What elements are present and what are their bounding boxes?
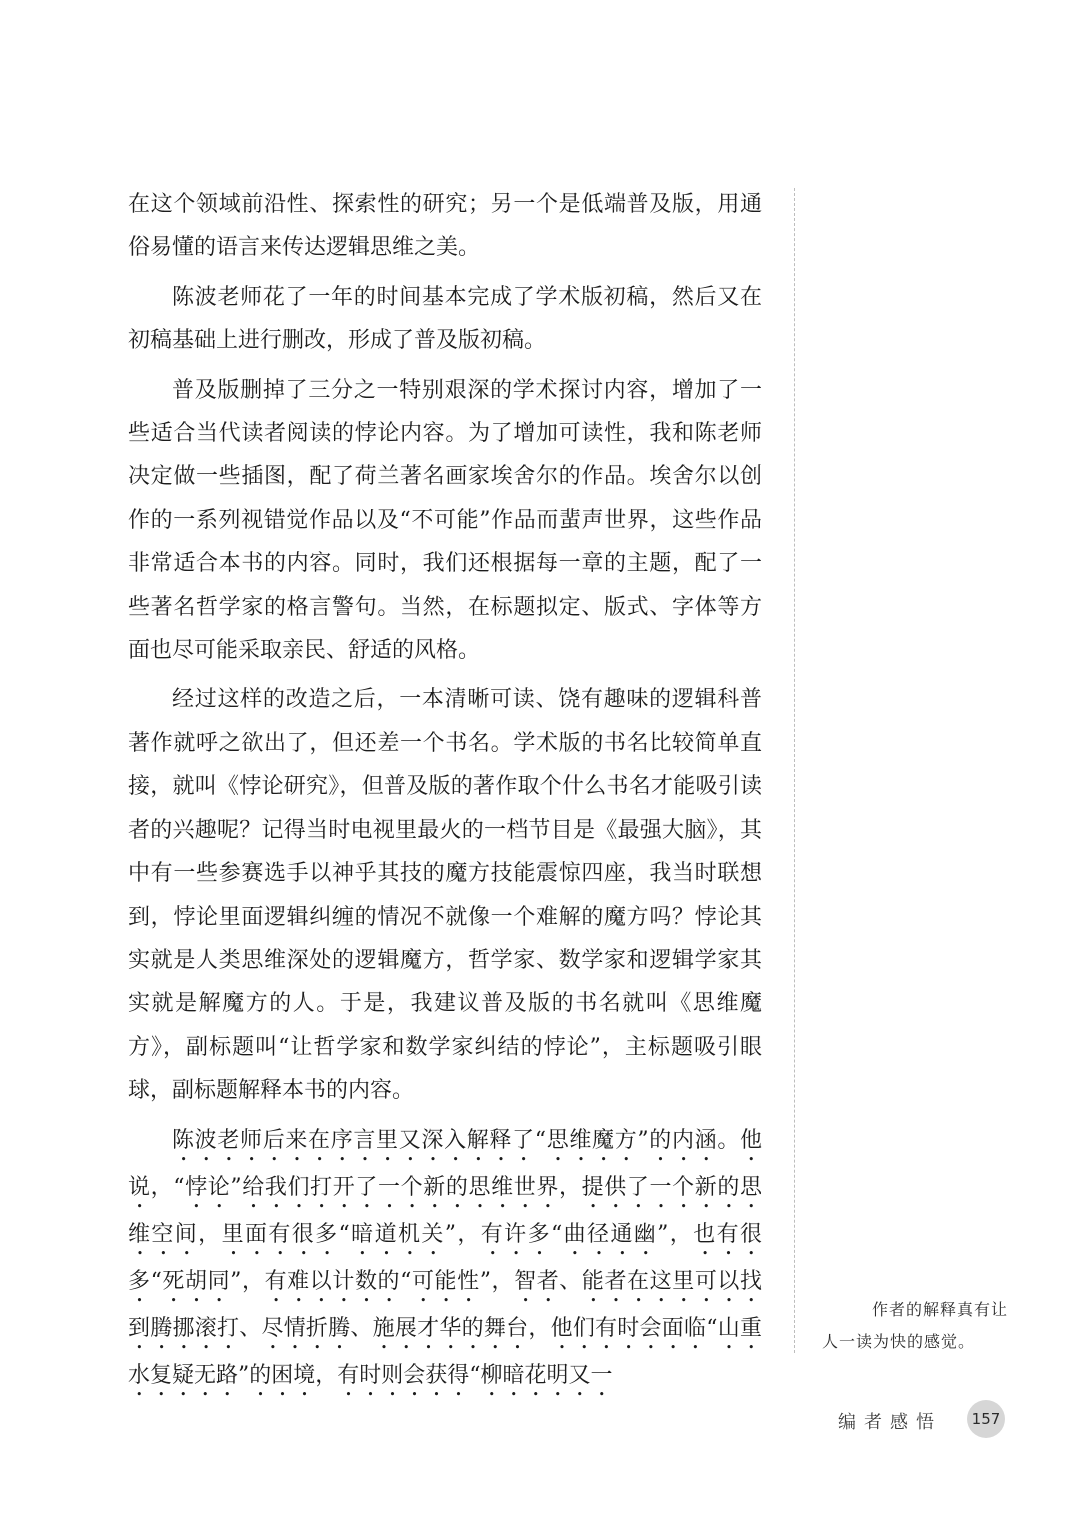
margin-divider	[794, 188, 795, 1353]
margin-annotation	[822, 1294, 1008, 1358]
annotation-line-2: 人一读为快的感觉。	[822, 1332, 976, 1351]
paragraph-1: 在这个领域前沿性、探索性的研究；另一个是低端普及版，用通俗易懂的语言来传达逻辑思维之美。	[128, 192, 762, 261]
main-body-text	[128, 183, 762, 1401]
paragraph-4: 经过这样的改造之后，一本清晰可读、饶有趣味的逻辑科普著作就呼之欲出了，但还差一个书名。学术版的书名比较简单直接，就叫《悖论研究》，但普及版的著作取个什么书名才能吸引读者的兴趣呢？记得当时电视里最火的一档节目是《最强大脑》，其中有一些参赛选手以神乎其技的魔方技能震惊四座，我当时联想到，悖论里面逻辑纠缠的情况不就像一个难解的魔方吗？悖论其实就是人类思维深处的逻辑魔方，哲学家、数学家和逻辑学家其实就是解魔方的人。于是，我建议普及版的书名就叫《思维魔方》，副标题叫“让哲学家和数学家纠结的悖论”，主标题吸引眼球，副标题解释本书的内容。	[128, 687, 762, 1104]
emphasized-passage: 陈波老师后来在序言里又深入解释了“思维魔方”的内涵。他说，“悖论”给我们打开了一个新的思维世界，提供了一个新的思维空间，里面有很多“暗道机关”，有许多“曲径通幽”，也有很多“死胡同”，有难以计数的“可能性”，智者、能者在这里可以找到腾挪滚打、尽情折腾、施展才华的舞台，他们有时会面临“山重水复疑无路”的困境，有时则会获得“柳暗花明又一	[128, 1127, 762, 1388]
page-number: 157	[967, 1400, 1005, 1438]
paragraph-2: 陈波老师花了一年的时间基本完成了学术版初稿，然后又在初稿基础上进行删改，形成了普及版初稿。	[128, 284, 762, 354]
annotation-line-1: 作者的解释真有让	[871, 1300, 1008, 1319]
section-label: 编者感悟	[838, 1412, 942, 1433]
paragraph-3: 普及版删掉了三分之一特别艰深的学术探讨内容，增加了一些适合当代读者阅读的悖论内容。为了增加可读性，我和陈老师决定做一些插图，配了荷兰著名画家埃舍尔的作品。埃舍尔以创作的一系列视错觉作品以及“不可能”作品而蜚声世界，这些作品非常适合本书的内容。同时，我们还根据每一章的主题，配了一些著名哲学家的格言警句。当然，在标题拟定、版式、字体等方面也尽可能采取亲民、舒适的风格。	[128, 377, 762, 664]
paragraph-5	[128, 1119, 762, 1401]
